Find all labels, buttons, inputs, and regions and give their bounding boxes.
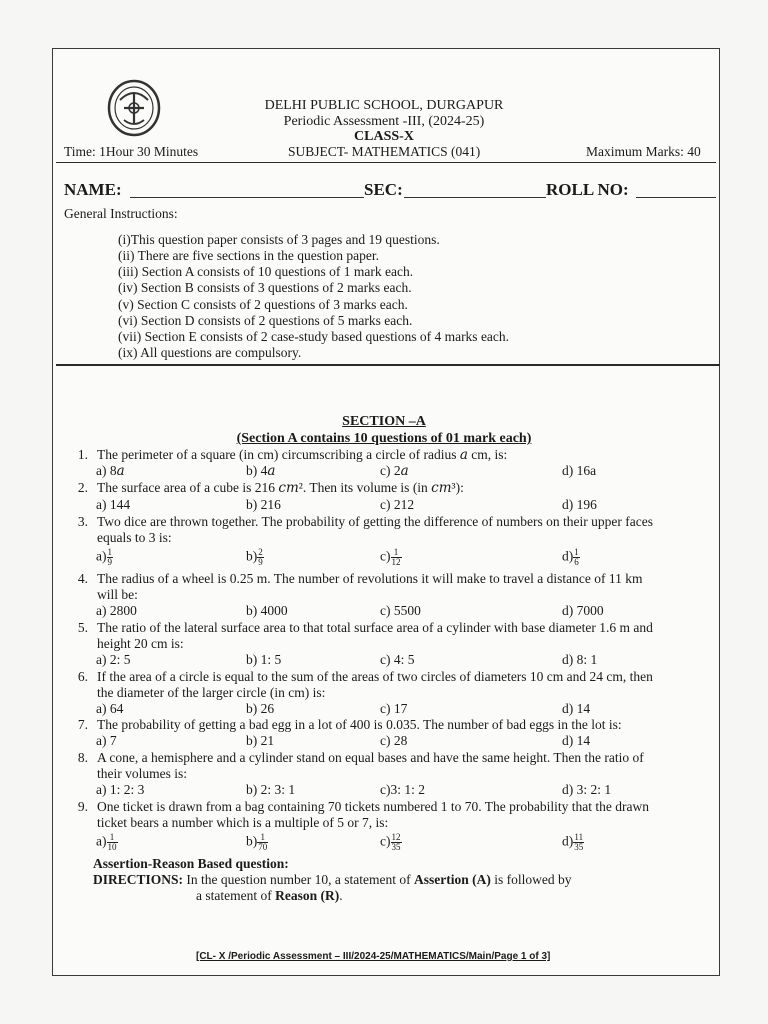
instruction-item: (iv) Section B consists of 3 questions of 2 marks each.	[118, 280, 412, 295]
time-label: Time: 1Hour 30 Minutes	[64, 144, 199, 159]
assertion-directions: DIRECTIONS: In the question number 10, a statement of Assertion (A) is followed by	[93, 872, 572, 887]
fraction: $\frac{1}{12}$	[391, 547, 401, 567]
question-text: One ticket is drawn from a bag containing 70 tickets numbered 1 to 70. The probability that the drawn	[97, 799, 649, 814]
fraction: $\frac{1}{9}$	[107, 547, 112, 567]
option-c: c) 4: 5	[380, 652, 415, 667]
option-c: c) $\frac{1}{12}$	[380, 547, 401, 567]
option-a: a) 7	[96, 733, 117, 748]
question-number: 9.	[77, 799, 88, 814]
question-number: 2.	[77, 480, 88, 495]
question-text: their volumes is:	[97, 766, 187, 781]
instruction-item: (vi) Section D consists of 2 questions of 5 marks each.	[118, 313, 413, 328]
sec-blank[interactable]	[404, 197, 546, 198]
question-text: the diameter of the larger circle (in cm) is:	[97, 685, 326, 700]
question-number: 6.	[77, 669, 88, 684]
instruction-item: (ii) There are five sections in the question paper.	[118, 248, 380, 263]
name-blank[interactable]	[130, 197, 364, 198]
option-d: d) $\frac{1}{6}$	[562, 547, 579, 567]
instruction-item: (iii) Section A consists of 10 questions of 1 mark each.	[118, 264, 414, 279]
option-d: d) 3: 2: 1	[562, 782, 612, 797]
assessment-title: Periodic Assessment -III, (2024-25)	[283, 114, 485, 129]
question-text: A cone, a hemisphere and a cylinder stand on equal bases and have the same height. Then the ratio of	[97, 750, 644, 765]
question-text: equals to 3 is:	[97, 530, 172, 545]
option-c: c) $\frac{12}{35}$	[380, 832, 401, 852]
option-b: b) 21	[246, 733, 275, 748]
question-text: Two dice are thrown together. The probability of getting the difference of numbers on their upper faces	[97, 514, 653, 529]
fraction: $\frac{2}{9}$	[258, 547, 263, 567]
option-d: d) 16a	[562, 463, 597, 478]
option-c: c) 28	[380, 733, 408, 748]
instruction-item: (v) Section C consists of 2 questions of 3 marks each.	[118, 297, 408, 312]
class-title: CLASS-X	[354, 129, 414, 144]
question-number: 1.	[77, 447, 88, 462]
option-a: a) 1: 2: 3	[96, 782, 145, 797]
instructions-title: General Instructions:	[64, 206, 178, 221]
roll-blank[interactable]	[636, 197, 716, 198]
option-d: d) $\frac{11}{35}$	[562, 832, 584, 852]
question-text: The perimeter of a square (in cm) circumscribing a circle of radius 𝑎 cm, is:	[97, 447, 508, 462]
option-c: c)3: 1: 2	[380, 782, 425, 797]
instruction-item: (i)This question paper consists of 3 pages and 19 questions.	[118, 232, 440, 247]
option-d: d) 196	[562, 497, 597, 512]
instruction-item: (ix) All questions are compulsory.	[118, 345, 302, 360]
question-text: The surface area of a cube is 216 𝑐𝑚². Then its volume is (in 𝑐𝑚³):	[97, 480, 464, 495]
option-d: d) 7000	[562, 603, 604, 618]
fraction: $\frac{1}{70}$	[258, 832, 268, 852]
assertion-reason-heading: Assertion-Reason Based question:	[93, 856, 289, 871]
question-text: If the area of a circle is equal to the sum of the areas of two circles of diameters 10 cm and 24 cm, then	[97, 669, 653, 684]
fraction: $\frac{12}{35}$	[391, 832, 401, 852]
fraction: $\frac{11}{35}$	[574, 832, 584, 852]
fraction: $\frac{1}{10}$	[107, 832, 117, 852]
question-text: The probability of getting a bad egg in a lot of 400 is 0.035. The number of bad eggs in the lot is:	[97, 717, 622, 732]
fraction: $\frac{1}{6}$	[574, 547, 579, 567]
section-a-title: SECTION –A	[342, 414, 426, 429]
question-number: 3.	[77, 514, 88, 529]
option-b: b) $\frac{1}{70}$	[246, 832, 268, 852]
option-a: a) $\frac{1}{9}$	[96, 547, 112, 567]
option-a: a) $\frac{1}{10}$	[96, 832, 117, 852]
option-b: b) 26	[246, 701, 275, 716]
school-name: DELHI PUBLIC SCHOOL, DURGAPUR	[264, 98, 504, 113]
instruction-item: (vii) Section E consists of 2 case-study based questions of 4 marks each.	[118, 329, 510, 344]
option-c: c) 2𝑎	[380, 463, 409, 478]
option-a: a) 2: 5	[96, 652, 131, 667]
question-text: height 20 cm is:	[97, 636, 184, 651]
subject-label: SUBJECT- MATHEMATICS (041)	[288, 144, 481, 159]
option-c: c) 212	[380, 497, 415, 512]
option-b: b) $\frac{2}{9}$	[246, 547, 263, 567]
question-text: will be:	[97, 587, 138, 602]
option-a: a) 64	[96, 701, 124, 716]
option-b: b) 4000	[246, 603, 288, 618]
assertion-directions-cont: a statement of Reason (R).	[196, 888, 343, 903]
option-a: a) 144	[96, 497, 131, 512]
header-divider	[56, 162, 716, 163]
option-a: a) 2800	[96, 603, 137, 618]
question-text: The radius of a wheel is 0.25 m. The number of revolutions it will make to travel a distance of 11 km	[97, 571, 643, 586]
option-c: c) 17	[380, 701, 408, 716]
question-text: ticket bears a number which is a multiple of 5 or 7, is:	[97, 815, 389, 830]
option-c: c) 5500	[380, 603, 421, 618]
sec-label: SEC:	[364, 180, 403, 199]
option-d: d) 14	[562, 733, 591, 748]
option-a: a) 8𝑎	[96, 463, 125, 478]
school-logo	[106, 78, 162, 138]
question-number: 4.	[77, 571, 88, 586]
question-number: 8.	[77, 750, 88, 765]
option-d: d) 8: 1	[562, 652, 598, 667]
section-a-subtitle: (Section A contains 10 questions of 01 mark each)	[236, 431, 532, 446]
roll-label: ROLL NO:	[546, 180, 629, 199]
question-number: 7.	[77, 717, 88, 732]
option-b: b) 2: 3: 1	[246, 782, 296, 797]
option-b: b) 216	[246, 497, 281, 512]
question-text: The ratio of the lateral surface area to that total surface area of a cylinder with base diameter 1.6 m and	[97, 620, 653, 635]
max-marks-label: Maximum Marks: 40	[586, 144, 701, 159]
instructions-divider	[56, 364, 720, 366]
option-b: b) 1: 5	[246, 652, 282, 667]
page-footer: [CL- X /Periodic Assessment – III/2024-25/MATHEMATICS/Main/Page 1 of 3]	[196, 951, 551, 962]
name-label: NAME:	[64, 180, 122, 199]
option-b: b) 4𝑎	[246, 463, 276, 478]
question-number: 5.	[77, 620, 88, 635]
option-d: d) 14	[562, 701, 591, 716]
